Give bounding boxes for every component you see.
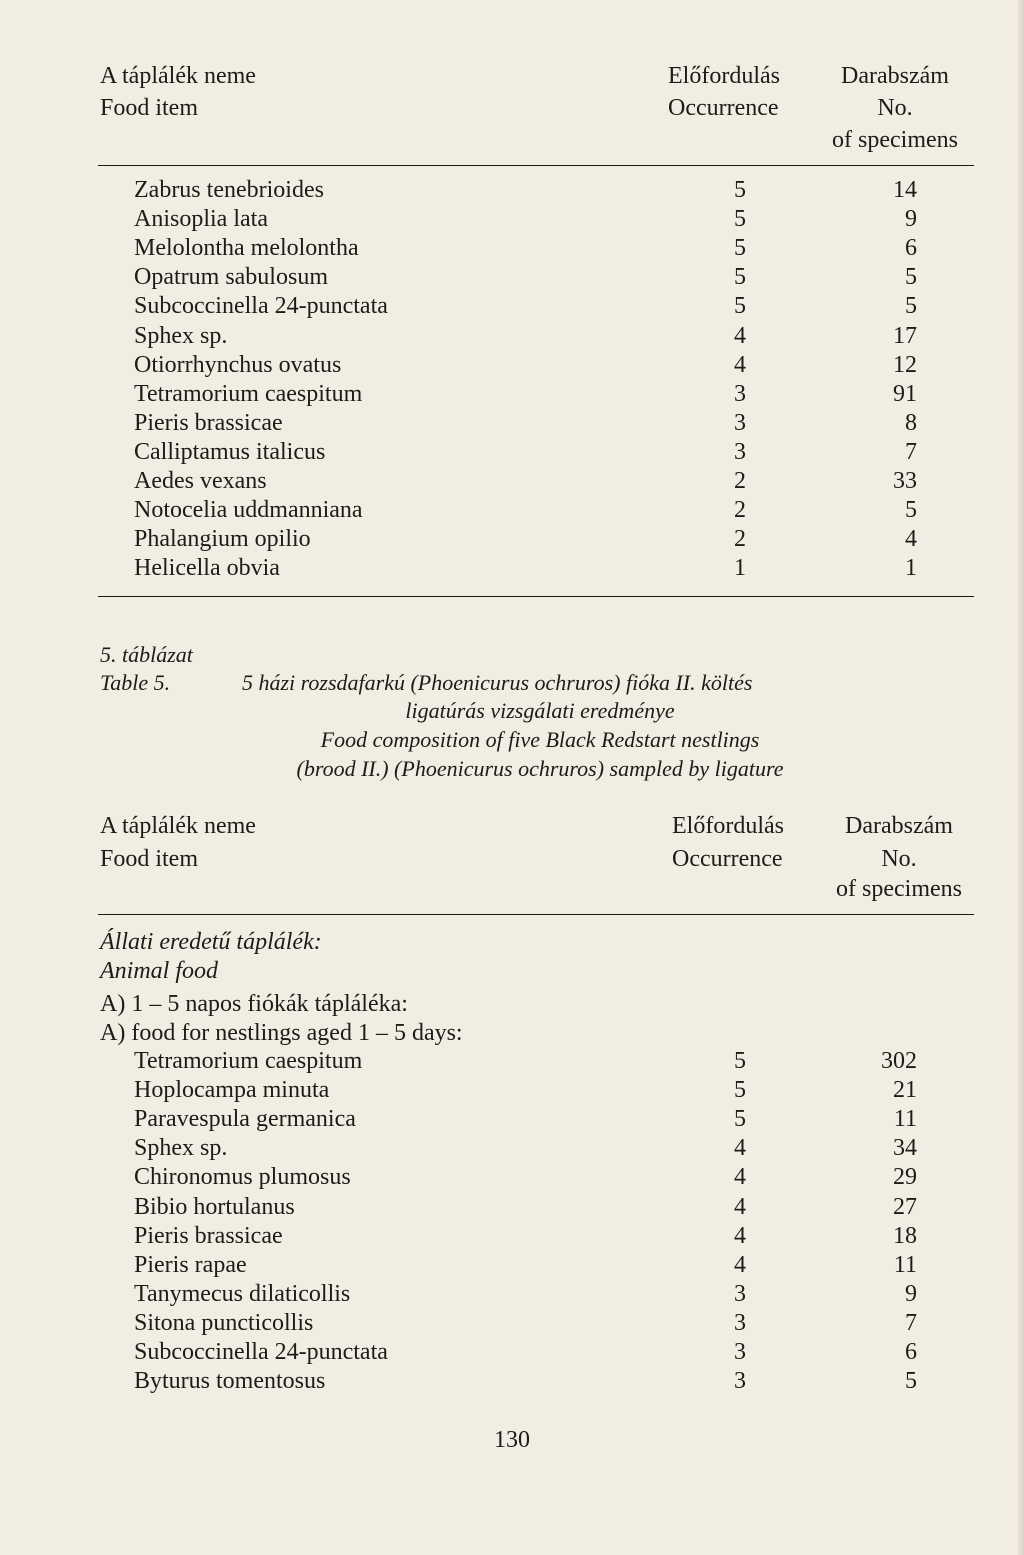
table-row (0, 467, 1024, 496)
specimen-count: 7 (905, 438, 917, 465)
specimen-count: 11 (893, 1251, 917, 1278)
t5-title-line1: 5 házi rozsdafarkú (Phoenicurus ochruros) fióka II. költés (242, 670, 753, 695)
table-row (0, 176, 1024, 205)
t4-col-food-hu: A táplálék neme (100, 63, 256, 89)
food-item-name: Notocelia uddmanniana (134, 497, 363, 524)
specimen-count: 5 (905, 293, 917, 320)
t4-col-occurrence-en: Occurrence (668, 95, 779, 121)
t4-col-occurrence-hu: Előfordulás (668, 63, 780, 89)
occurrence-value: 5 (734, 1106, 746, 1133)
food-item-name: Paravespula germanica (134, 1106, 356, 1133)
specimen-count: 17 (893, 322, 917, 349)
food-item-name: Chironomus plumosus (134, 1164, 351, 1191)
t5-col-food-hu: A táplálék neme (100, 813, 256, 839)
t5-label-hu: 5. táblázat (100, 642, 193, 667)
food-item-name: Byturus tomentosus (134, 1368, 326, 1395)
t5-col-food-en: Food item (100, 846, 199, 872)
table-row (0, 1338, 1024, 1367)
table-row (0, 1367, 1024, 1396)
t5-col-occurrence-hu: Előfordulás (672, 813, 784, 839)
occurrence-value: 2 (734, 497, 746, 524)
table-row (0, 1193, 1024, 1222)
t4-header-rule (98, 165, 974, 166)
food-item-name: Hoplocampa minuta (134, 1077, 330, 1104)
food-item-name: Sitona puncticollis (134, 1309, 314, 1336)
specimen-count: 302 (881, 1048, 917, 1074)
t5-subsection-hu: A) 1 – 5 napos fiókák tápláléka: (100, 991, 408, 1017)
table-row (0, 1280, 1024, 1309)
food-item-name: Sphex sp. (134, 1135, 228, 1162)
occurrence-value: 1 (734, 555, 746, 582)
food-item-name: Opatrum sabulosum (134, 264, 328, 291)
table-row (0, 1251, 1024, 1280)
food-item-name: Anisoplia lata (134, 206, 268, 233)
page-edge-shadow (1018, 0, 1024, 1555)
table-row (0, 1163, 1024, 1192)
table-row (0, 554, 1024, 583)
occurrence-value: 2 (734, 526, 746, 553)
food-item-name: Tetramorium caespitum (134, 380, 363, 407)
table-row (0, 525, 1024, 554)
food-item-name: Pieris brassicae (134, 1222, 283, 1249)
occurrence-value: 3 (734, 1339, 746, 1365)
specimen-count: 12 (893, 351, 917, 378)
specimen-count: 1 (905, 555, 917, 582)
occurrence-value: 3 (734, 1368, 746, 1395)
occurrence-value: 3 (734, 1280, 746, 1307)
specimen-count: 9 (905, 206, 917, 233)
occurrence-value: 4 (734, 1164, 746, 1191)
t4-bottom-rule (98, 596, 974, 597)
table-row (0, 1105, 1024, 1134)
specimen-count: 6 (905, 1339, 917, 1365)
food-item-name: Aedes vexans (134, 468, 267, 494)
food-item-name: Subcoccinella 24-punctata (134, 293, 388, 320)
food-item-name: Tanymecus dilaticollis (134, 1280, 351, 1307)
t5-label-en: Table 5. (100, 670, 171, 695)
occurrence-value: 4 (734, 1135, 746, 1162)
food-item-name: Subcoccinella 24-punctata (134, 1339, 388, 1365)
occurrence-value: 4 (734, 1222, 746, 1249)
t5-section-en: Animal food (100, 958, 218, 984)
t5-header-rule (98, 914, 974, 915)
occurrence-value: 4 (734, 1251, 746, 1278)
occurrence-value: 2 (734, 468, 746, 494)
table-row (0, 205, 1024, 234)
occurrence-value: 5 (734, 1048, 746, 1074)
occurrence-value: 3 (734, 438, 746, 465)
table-row (0, 1222, 1024, 1251)
specimen-count: 6 (905, 235, 917, 262)
occurrence-value: 3 (734, 1309, 746, 1336)
occurrence-value: 4 (734, 1193, 746, 1220)
specimen-count: 9 (905, 1280, 917, 1307)
t5-title-line2: ligatúrás vizsgálati eredménye (405, 698, 675, 723)
table-row (0, 322, 1024, 351)
food-item-name: Zabrus tenebrioides (134, 177, 324, 203)
t4-col-count-en2: of specimens (832, 127, 958, 153)
table-row (0, 496, 1024, 525)
table-row (0, 1076, 1024, 1105)
specimen-count: 4 (905, 526, 917, 553)
t5-title-line3: Food composition of five Black Redstart nestlings (320, 727, 760, 752)
specimen-count: 91 (893, 380, 917, 407)
t5-col-count-en2: of specimens (836, 876, 962, 902)
food-item-name: Calliptamus italicus (134, 438, 326, 465)
occurrence-value: 5 (734, 1077, 746, 1104)
specimen-count: 21 (893, 1077, 917, 1104)
occurrence-value: 3 (734, 380, 746, 407)
specimen-count: 7 (905, 1309, 917, 1336)
specimen-count: 34 (893, 1135, 917, 1162)
specimen-count: 5 (905, 1368, 917, 1395)
t5-col-count-en: No. (881, 846, 917, 872)
table-row (0, 292, 1024, 321)
occurrence-value: 3 (734, 409, 746, 436)
food-item-name: Pieris brassicae (134, 409, 283, 436)
occurrence-value: 5 (734, 264, 746, 291)
food-item-name: Phalangium opilio (134, 526, 311, 553)
specimen-count: 14 (893, 177, 917, 203)
t4-col-food-en: Food item (100, 95, 199, 121)
food-item-name: Helicella obvia (134, 555, 280, 582)
page-number: 130 (494, 1427, 530, 1453)
table-row (0, 1134, 1024, 1163)
table-row (0, 234, 1024, 263)
t5-subsection-en: A) food for nestlings aged 1 – 5 days: (100, 1020, 463, 1046)
occurrence-value: 5 (734, 235, 746, 262)
food-item-name: Melolontha melolontha (134, 235, 359, 262)
food-item-name: Otiorrhynchus ovatus (134, 351, 342, 378)
t4-col-count-en: No. (877, 95, 913, 121)
occurrence-value: 5 (734, 177, 746, 203)
t5-title-line4: (brood II.) (Phoenicurus ochruros) sampled by ligature (296, 756, 784, 781)
occurrence-value: 5 (734, 293, 746, 320)
table-row (0, 409, 1024, 438)
t5-col-occurrence-en: Occurrence (672, 846, 783, 872)
occurrence-value: 4 (734, 351, 746, 378)
table-row (0, 438, 1024, 467)
t4-col-count-hu: Darabszám (841, 63, 949, 89)
table-row (0, 1047, 1024, 1076)
food-item-name: Pieris rapae (134, 1251, 247, 1278)
table-row (0, 351, 1024, 380)
specimen-count: 29 (893, 1164, 917, 1191)
table-row (0, 1309, 1024, 1338)
food-item-name: Tetramorium caespitum (134, 1048, 363, 1074)
food-item-name: Bibio hortulanus (134, 1193, 295, 1220)
specimen-count: 5 (905, 497, 917, 524)
table-row (0, 380, 1024, 409)
specimen-count: 11 (893, 1106, 917, 1133)
specimen-count: 27 (893, 1193, 917, 1220)
specimen-count: 5 (905, 264, 917, 291)
specimen-count: 18 (893, 1222, 917, 1249)
specimen-count: 8 (905, 409, 917, 436)
table-row (0, 263, 1024, 292)
t5-section-hu: Állati eredetű táplálék: (100, 929, 322, 955)
specimen-count: 33 (893, 468, 917, 494)
occurrence-value: 4 (734, 322, 746, 349)
occurrence-value: 5 (734, 206, 746, 233)
t5-col-count-hu: Darabszám (845, 813, 953, 839)
food-item-name: Sphex sp. (134, 322, 228, 349)
